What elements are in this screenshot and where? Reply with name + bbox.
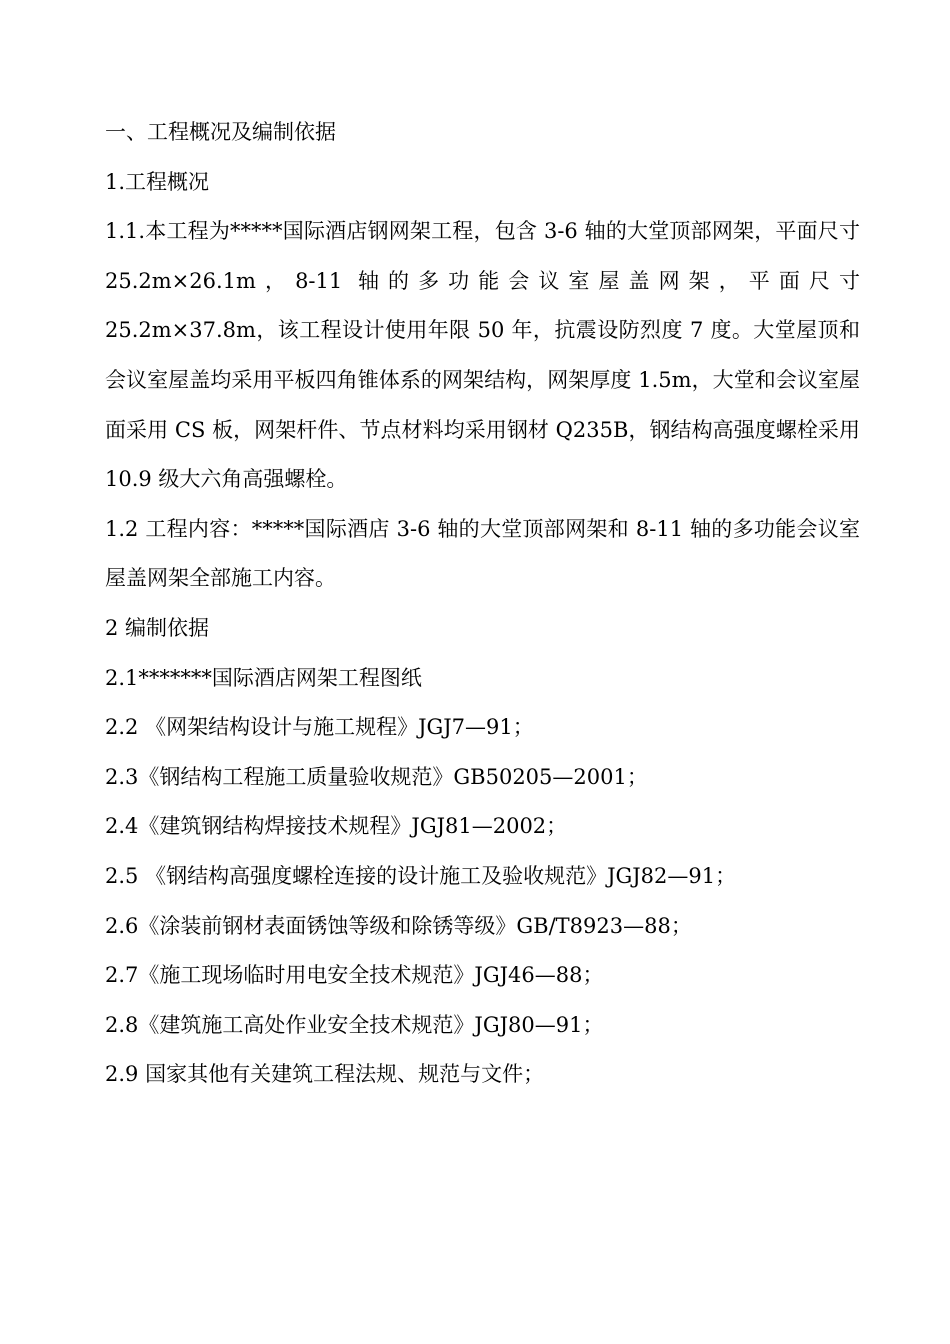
paragraph-project-scope: 1.2 工程内容：*****国际酒店 3-6 轴的大堂顶部网架和 8-11 轴的多功能会议室屋盖网架全部施工内容。 — [105, 516, 860, 591]
list-item: 2.8《建筑施工高处作业安全技术规范》JGJ80—91； — [105, 1012, 604, 1037]
list-item: 2.2 《网架结构设计与施工规程》JGJ7—91； — [105, 715, 534, 740]
document-page — [105, 108, 860, 1100]
list-item: 2.1*******国际酒店网架工程图纸 — [105, 665, 422, 690]
list-item: 2.3《钢结构工程施工质量验收规范》GB50205—2001； — [105, 764, 648, 789]
subsection-heading-basis: 2 编制依据 — [105, 615, 210, 640]
list-item: 2.6《涂装前钢材表面锈蚀等级和除锈等级》GB/T8923—88； — [105, 913, 692, 938]
section-heading: 一、工程概况及编制依据 — [105, 120, 336, 144]
paragraph-project-description: 1.1.本工程为*****国际酒店钢网架工程，包含 3-6 轴的大堂顶部网架，平面尺寸 25.2m×26.1m，8-11 轴的多功能会议室屋盖网架，平面尺寸 25.2m×37.8m，该工程设计使用年限 50 年，抗震设防烈度 7 度。大堂屋顶和会议室屋盖均采用平板四角锥体系的网架结构，网架厚度 1.5m，大堂和会议室屋面采用 CS 板，网架杆件、节点材料均采用钢材 Q235B，钢结构高强度螺栓采用 10.9 级大六角高强螺栓。 — [105, 219, 860, 492]
subsection-heading-overview: 1.工程概况 — [105, 169, 210, 194]
list-item: 2.4《建筑钢结构焊接技术规程》JGJ81—2002； — [105, 814, 568, 839]
list-item: 2.7《施工现场临时用电安全技术规范》JGJ46—88； — [105, 963, 604, 988]
list-item: 2.5 《钢结构高强度螺栓连接的设计施工及验收规范》JGJ82—91； — [105, 863, 737, 888]
list-item: 2.9 国家其他有关建筑工程法规、规范与文件； — [105, 1062, 545, 1087]
